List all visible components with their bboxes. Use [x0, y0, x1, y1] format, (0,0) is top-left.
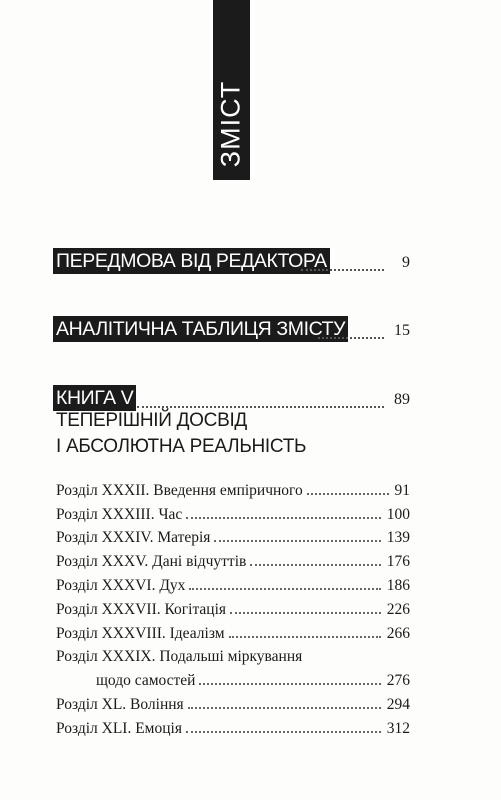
chapter-title: Розділ XXXVIII. Ідеалізм	[56, 625, 225, 642]
chapter-title: Розділ XXXIX. Подальші міркування	[56, 648, 303, 665]
chapter-page: 312	[386, 720, 410, 737]
chapter-row[interactable]	[56, 550, 410, 574]
dot-leader	[186, 517, 380, 519]
book-subtitle-line1: ТЕПЕРІШНІЙ ДОСВІД	[56, 410, 247, 431]
contents-side-tab	[213, 0, 250, 180]
dot-leader	[137, 392, 384, 408]
section-page: 15	[394, 322, 410, 339]
chapter-title: Розділ XL. Воління	[56, 696, 184, 713]
chapter-row-title-only[interactable]	[56, 645, 410, 669]
dot-leader	[214, 540, 380, 542]
chapter-row[interactable]	[56, 574, 410, 598]
chapter-page: 100	[386, 506, 410, 523]
chapter-title-continuation: щодо самостей	[96, 672, 196, 689]
section-title: АНАЛІТИЧНА ТАБЛИЦЯ ЗМІСТУ	[53, 316, 348, 342]
chapter-row[interactable]	[56, 526, 410, 550]
dot-leader	[301, 255, 384, 271]
chapter-row[interactable]	[56, 479, 410, 503]
chapter-page: 266	[386, 625, 410, 642]
chapter-page: 186	[386, 577, 410, 594]
dot-leader	[189, 588, 380, 590]
chapter-page: 176	[386, 553, 410, 570]
chapter-title: Розділ XXXIV. Матерія	[56, 529, 211, 546]
chapter-page: 139	[386, 529, 410, 546]
section-page: 9	[402, 254, 410, 271]
chapter-page: 91	[394, 482, 410, 499]
chapter-page: 294	[386, 696, 410, 713]
chapter-row[interactable]	[56, 622, 410, 646]
dot-leader	[307, 493, 389, 495]
chapter-row[interactable]	[56, 503, 410, 527]
chapter-page: 226	[386, 601, 410, 618]
chapter-page: 276	[386, 672, 410, 689]
chapter-row-continuation[interactable]	[96, 669, 410, 693]
dot-leader	[199, 683, 380, 685]
section-title: КНИГА V	[53, 385, 136, 411]
toc-section-book-v[interactable]	[53, 385, 410, 411]
chapter-title: Розділ XXXVII. Когітація	[56, 601, 227, 618]
toc-section-analytical-table[interactable]	[53, 316, 410, 342]
chapter-row[interactable]	[56, 598, 410, 622]
chapter-title: Розділ XXXVI. Дух	[56, 577, 186, 594]
chapter-row[interactable]	[56, 717, 410, 741]
dot-leader	[186, 731, 381, 733]
chapter-title: Розділ XLI. Емоція	[56, 720, 182, 737]
section-page: 89	[394, 391, 410, 408]
dot-leader	[229, 636, 381, 638]
dot-leader	[250, 564, 380, 566]
chapter-row[interactable]	[56, 693, 410, 717]
dot-leader	[188, 707, 381, 709]
book-subtitle-line2: І АБСОЛЮТНА РЕАЛЬНІСТЬ	[56, 436, 307, 457]
dot-leader	[318, 323, 384, 339]
dot-leader	[230, 612, 381, 614]
contents-heading: ЗМІСТ	[215, 80, 246, 168]
chapter-title: Розділ XXXV. Дані відчуттів	[56, 553, 247, 570]
toc-section-editor-preface[interactable]	[53, 248, 410, 274]
section-title: ПЕРЕДМОВА ВІД РЕДАКТОРА	[53, 248, 330, 274]
chapter-title: Розділ XXXII. Введення емпіричного	[56, 482, 303, 499]
chapter-title: Розділ XXXIII. Час	[56, 506, 183, 523]
